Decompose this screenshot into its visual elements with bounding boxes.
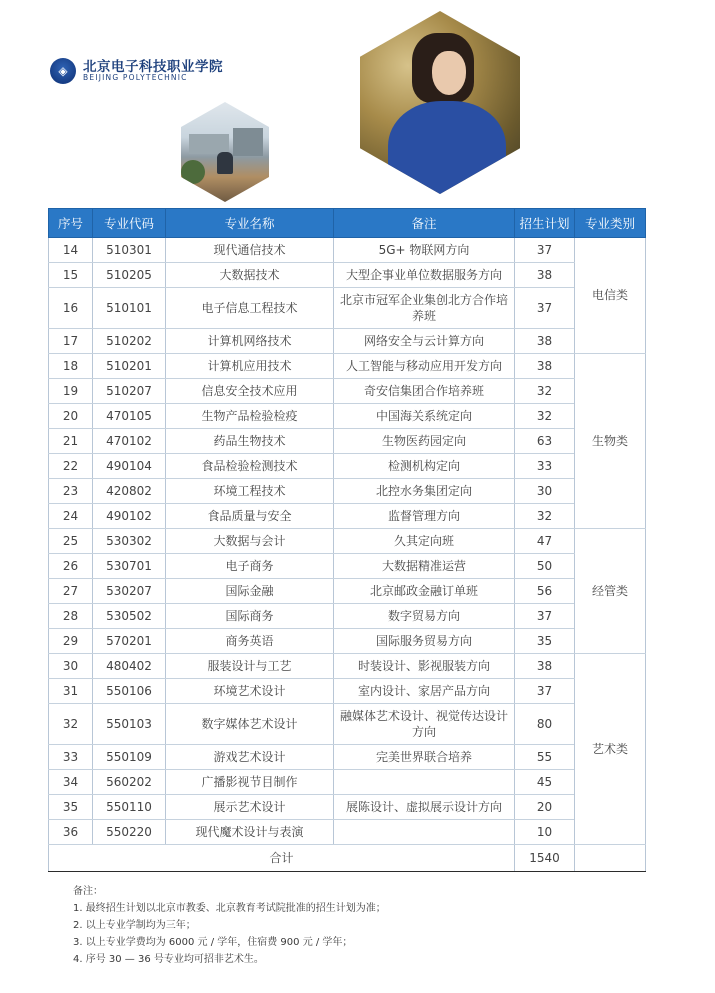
table-row xyxy=(49,820,646,845)
cell-code: 510205 xyxy=(93,263,166,288)
cell-plan: 37 xyxy=(515,604,575,629)
cell-note: 大数据精准运营 xyxy=(334,554,515,579)
note-item: 4. 序号 30 — 36 号专业均可招非艺术生。 xyxy=(73,954,264,965)
table-row xyxy=(49,404,646,429)
cell-no: 20 xyxy=(49,404,93,429)
cell-name: 大数据与会计 xyxy=(166,529,334,554)
cell-name: 服装设计与工艺 xyxy=(166,654,334,679)
cell-name: 电子信息工程技术 xyxy=(166,288,334,329)
cell-code: 530502 xyxy=(93,604,166,629)
cell-note: 奇安信集团合作培养班 xyxy=(334,379,515,404)
cell-no: 14 xyxy=(49,238,93,263)
cell-no: 29 xyxy=(49,629,93,654)
cell-plan: 50 xyxy=(515,554,575,579)
cell-no: 17 xyxy=(49,329,93,354)
cell-code: 560202 xyxy=(93,770,166,795)
table-row xyxy=(49,329,646,354)
cell-code: 550106 xyxy=(93,679,166,704)
cell-name: 计算机网络技术 xyxy=(166,329,334,354)
cell-no: 23 xyxy=(49,479,93,504)
cell-name: 数字媒体艺术设计 xyxy=(166,704,334,745)
cell-plan: 37 xyxy=(515,679,575,704)
table-row xyxy=(49,354,646,379)
cell-code: 480402 xyxy=(93,654,166,679)
total-value: 1540 xyxy=(515,845,575,872)
enrollment-table xyxy=(48,208,645,872)
cell-code: 490104 xyxy=(93,454,166,479)
cell-note: 数字贸易方向 xyxy=(334,604,515,629)
total-empty-cell xyxy=(575,845,646,872)
table-row xyxy=(49,379,646,404)
cell-plan: 33 xyxy=(515,454,575,479)
cell-code: 470102 xyxy=(93,429,166,454)
cell-name: 广播影视节目制作 xyxy=(166,770,334,795)
cell-note: 人工智能与移动应用开发方向 xyxy=(334,354,515,379)
cell-name: 食品质量与安全 xyxy=(166,504,334,529)
cell-no: 33 xyxy=(49,745,93,770)
cell-note xyxy=(334,770,515,795)
table-row xyxy=(49,795,646,820)
table-row xyxy=(49,263,646,288)
cell-code: 530701 xyxy=(93,554,166,579)
note-item: 1. 最终招生计划以北京市教委、北京教育考试院批准的招生计划为准； xyxy=(73,903,386,914)
cell-plan: 38 xyxy=(515,354,575,379)
cell-note: 时装设计、影视服装方向 xyxy=(334,654,515,679)
cell-no: 16 xyxy=(49,288,93,329)
cell-note: 大型企事业单位数据服务方向 xyxy=(334,263,515,288)
cell-name: 国际商务 xyxy=(166,604,334,629)
cell-code: 550103 xyxy=(93,704,166,745)
cell-note: 久其定向班 xyxy=(334,529,515,554)
cell-code: 510202 xyxy=(93,329,166,354)
cell-code: 510207 xyxy=(93,379,166,404)
cell-no: 30 xyxy=(49,654,93,679)
cell-plan: 56 xyxy=(515,579,575,604)
cell-no: 32 xyxy=(49,704,93,745)
cell-name: 展示艺术设计 xyxy=(166,795,334,820)
cell-plan: 30 xyxy=(515,479,575,504)
category-biology: 生物类 xyxy=(575,354,646,529)
cell-plan: 63 xyxy=(515,429,575,454)
cell-name: 食品检验检测技术 xyxy=(166,454,334,479)
cell-note: 展陈设计、虚拟展示设计方向 xyxy=(334,795,515,820)
cell-no: 24 xyxy=(49,504,93,529)
page-header xyxy=(0,0,715,208)
cell-plan: 80 xyxy=(515,704,575,745)
school-emblem-icon: ◈ xyxy=(50,58,76,84)
cell-name: 商务英语 xyxy=(166,629,334,654)
cell-no: 26 xyxy=(49,554,93,579)
cell-note xyxy=(334,820,515,845)
school-name-en: BEIJING POLYTECHNIC xyxy=(83,73,188,83)
table-row xyxy=(49,745,646,770)
cell-note: 国际服务贸易方向 xyxy=(334,629,515,654)
cell-plan: 32 xyxy=(515,404,575,429)
cell-note: 北京邮政金融订单班 xyxy=(334,579,515,604)
cell-no: 21 xyxy=(49,429,93,454)
col-header-note: 备注 xyxy=(334,209,515,238)
cell-code: 570201 xyxy=(93,629,166,654)
table-row xyxy=(49,529,646,554)
cell-code: 550110 xyxy=(93,795,166,820)
table-row xyxy=(49,654,646,679)
table-row xyxy=(49,479,646,504)
table-header-row xyxy=(49,209,646,238)
table-row xyxy=(49,579,646,604)
notes-section xyxy=(73,883,673,968)
category-business: 经管类 xyxy=(575,529,646,654)
note-item: 2. 以上专业学制均为三年； xyxy=(73,920,196,931)
cell-note: 5G+ 物联网方向 xyxy=(334,238,515,263)
col-header-plan: 招生计划 xyxy=(515,209,575,238)
cell-plan: 38 xyxy=(515,654,575,679)
cell-name: 游戏艺术设计 xyxy=(166,745,334,770)
cell-no: 15 xyxy=(49,263,93,288)
cell-code: 530207 xyxy=(93,579,166,604)
campus-photo xyxy=(181,102,269,202)
col-header-no: 序号 xyxy=(49,209,93,238)
cell-note: 北控水务集团定向 xyxy=(334,479,515,504)
cell-plan: 20 xyxy=(515,795,575,820)
col-header-category: 专业类别 xyxy=(575,209,646,238)
cell-name: 环境工程技术 xyxy=(166,479,334,504)
cell-no: 36 xyxy=(49,820,93,845)
cell-no: 34 xyxy=(49,770,93,795)
cell-note: 网络安全与云计算方向 xyxy=(334,329,515,354)
cell-code: 510301 xyxy=(93,238,166,263)
cell-name: 信息安全技术应用 xyxy=(166,379,334,404)
cell-note: 完美世界联合培养 xyxy=(334,745,515,770)
note-item: 3. 以上专业学费均为 6000 元 / 学年，住宿费 900 元 / 学年； xyxy=(73,937,353,948)
cell-name: 大数据技术 xyxy=(166,263,334,288)
school-name-cn: 北京电子科技职业学院 xyxy=(83,58,223,75)
cell-name: 药品生物技术 xyxy=(166,429,334,454)
cell-plan: 32 xyxy=(515,379,575,404)
cell-plan: 45 xyxy=(515,770,575,795)
cell-name: 现代通信技术 xyxy=(166,238,334,263)
cell-no: 22 xyxy=(49,454,93,479)
table-row xyxy=(49,679,646,704)
cell-note: 中国海关系统定向 xyxy=(334,404,515,429)
col-header-name: 专业名称 xyxy=(166,209,334,238)
table-row xyxy=(49,770,646,795)
table-row xyxy=(49,429,646,454)
notes-title: 备注： xyxy=(73,886,103,897)
cell-name: 环境艺术设计 xyxy=(166,679,334,704)
table-row xyxy=(49,604,646,629)
cell-plan: 47 xyxy=(515,529,575,554)
cell-note: 融媒体艺术设计、视觉传达设计方向 xyxy=(334,704,515,745)
cell-code: 550109 xyxy=(93,745,166,770)
table-row xyxy=(49,288,646,329)
cell-plan: 37 xyxy=(515,288,575,329)
cell-plan: 10 xyxy=(515,820,575,845)
cell-name: 现代魔术设计与表演 xyxy=(166,820,334,845)
table-row xyxy=(49,238,646,263)
cell-no: 27 xyxy=(49,579,93,604)
table-row xyxy=(49,629,646,654)
cell-note: 北京市冠军企业集创北方合作培养班 xyxy=(334,288,515,329)
cell-plan: 37 xyxy=(515,238,575,263)
table-row xyxy=(49,554,646,579)
cell-code: 490102 xyxy=(93,504,166,529)
cell-name: 计算机应用技术 xyxy=(166,354,334,379)
cell-no: 28 xyxy=(49,604,93,629)
total-row xyxy=(49,845,646,872)
category-telecom: 电信类 xyxy=(575,238,646,354)
cell-name: 生物产品检验检疫 xyxy=(166,404,334,429)
cell-code: 510101 xyxy=(93,288,166,329)
col-header-code: 专业代码 xyxy=(93,209,166,238)
cell-no: 18 xyxy=(49,354,93,379)
total-label: 合计 xyxy=(49,845,515,872)
cell-no: 35 xyxy=(49,795,93,820)
cell-plan: 38 xyxy=(515,263,575,288)
cell-name: 电子商务 xyxy=(166,554,334,579)
table-row xyxy=(49,704,646,745)
cell-code: 530302 xyxy=(93,529,166,554)
cell-plan: 38 xyxy=(515,329,575,354)
category-arts: 艺术类 xyxy=(575,654,646,845)
table-row xyxy=(49,454,646,479)
cell-note: 检测机构定向 xyxy=(334,454,515,479)
cell-code: 420802 xyxy=(93,479,166,504)
student-portrait-photo xyxy=(360,11,520,194)
cell-note: 监督管理方向 xyxy=(334,504,515,529)
school-logo xyxy=(50,58,223,84)
cell-plan: 35 xyxy=(515,629,575,654)
cell-plan: 55 xyxy=(515,745,575,770)
cell-note: 生物医药园定向 xyxy=(334,429,515,454)
cell-plan: 32 xyxy=(515,504,575,529)
cell-note: 室内设计、家居产品方向 xyxy=(334,679,515,704)
cell-no: 19 xyxy=(49,379,93,404)
cell-code: 470105 xyxy=(93,404,166,429)
cell-no: 25 xyxy=(49,529,93,554)
cell-code: 510201 xyxy=(93,354,166,379)
cell-no: 31 xyxy=(49,679,93,704)
table-row xyxy=(49,504,646,529)
cell-name: 国际金融 xyxy=(166,579,334,604)
cell-code: 550220 xyxy=(93,820,166,845)
